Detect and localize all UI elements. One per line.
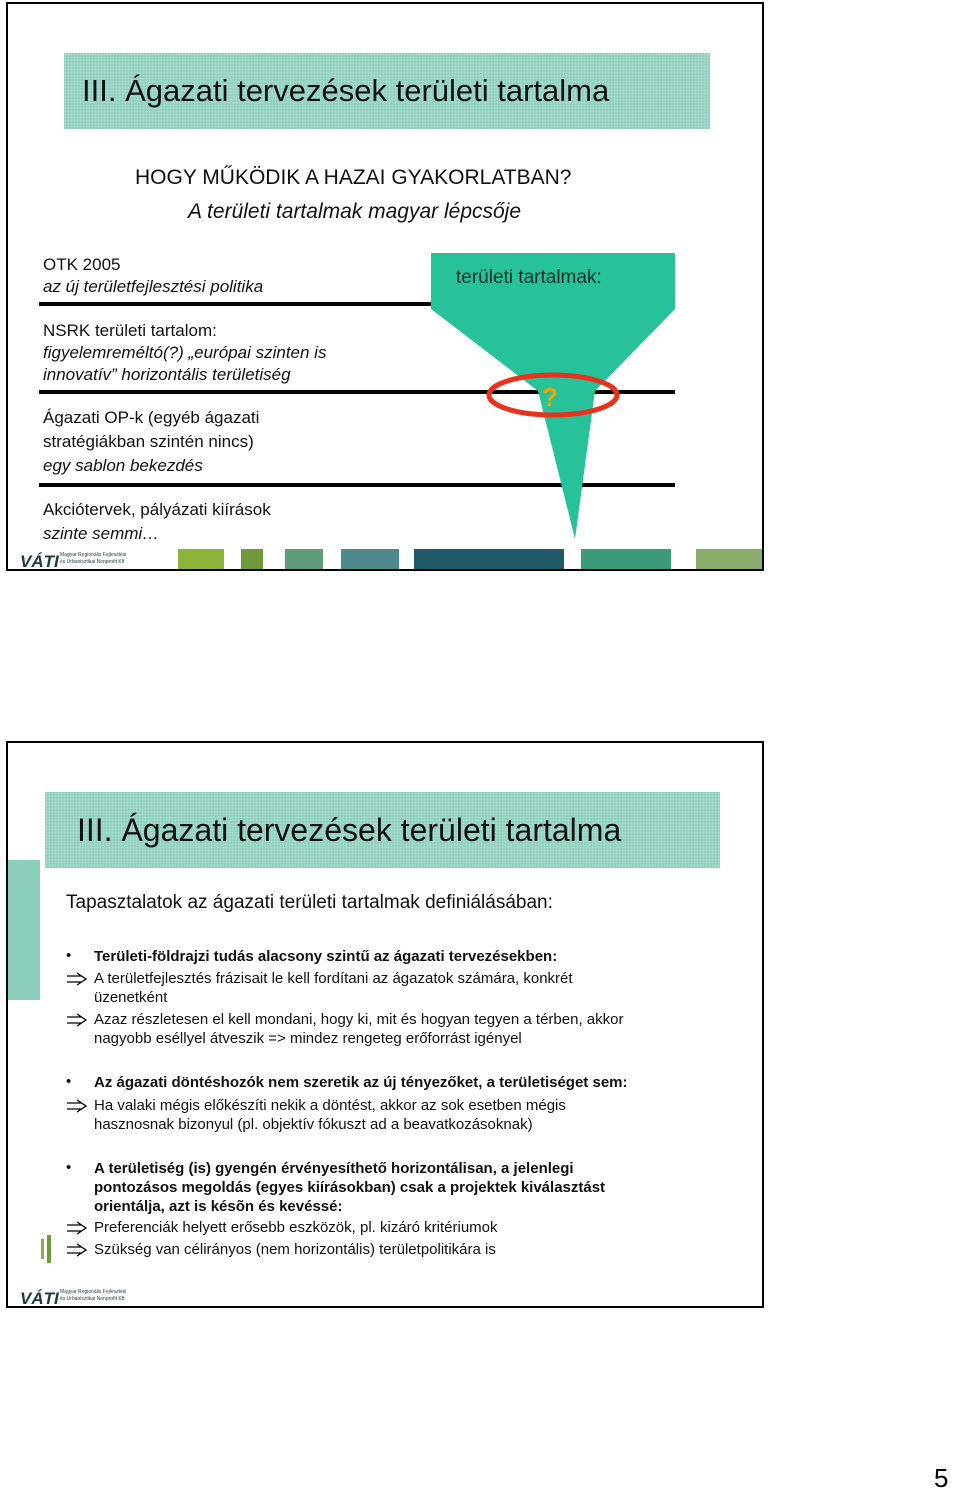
level-nsrk-line3: innovatív” horizontális területiség xyxy=(43,365,291,384)
level-nsrk-line2: figyelemreméltó(?) „európai szinten is xyxy=(43,343,327,362)
slide-1-title: III. Ágazati tervezések területi tartalma xyxy=(82,73,610,108)
implies-arrow-icon xyxy=(66,1243,88,1257)
level-op-line1: Ágazati OP-k (egyéb ágazati xyxy=(43,408,260,427)
level-op-line2: stratégiákban szintén nincs) xyxy=(43,432,254,451)
funnel-label: területi tartalmak: xyxy=(456,267,602,288)
slide-2 xyxy=(6,741,764,1308)
implies-arrow-icon xyxy=(66,972,88,986)
footer-block xyxy=(696,549,764,571)
level-nsrk-line1: NSRK területi tartalom: xyxy=(43,321,217,340)
slide-1-footer xyxy=(8,549,762,571)
slide-1-title-box xyxy=(64,53,710,129)
arrow-1-2-line2: nagyobb eséllyel átveszik => mindez rengeteg erőforrást igényel xyxy=(94,1030,522,1047)
page-number: 5 xyxy=(934,1463,949,1493)
org-line-2: és Urbanisztikai Nonprofit Kft xyxy=(60,1296,125,1302)
implies-arrow-icon xyxy=(66,1099,88,1113)
slide-1 xyxy=(6,2,764,571)
bullet-1: Területi-földrajzi tudás alacsony szintű az ágazati tervezésekben: xyxy=(94,948,558,965)
side-accent-bar xyxy=(8,860,40,1000)
implies-arrow-icon xyxy=(66,1013,88,1027)
footer-block xyxy=(414,549,564,571)
slide-1-heading: HOGY MŰKÖDIK A HAZAI GYAKORLATBAN? xyxy=(135,166,572,189)
vati-logo: VÁTI xyxy=(20,552,59,571)
decor-bar xyxy=(41,1239,44,1259)
bullet-3-line2: pontozásos megoldás (egyes kiírásokban) csak a projektek kiválasztást xyxy=(94,1179,606,1196)
slide-2-title: III. Ágazati tervezések területi tartalma xyxy=(77,811,622,848)
arrow-1-2-line1: Azaz részletesen el kell mondani, hogy ki, mit és hogyan tegyen a térben, akkor xyxy=(94,1011,624,1028)
vati-org-name xyxy=(60,1289,140,1303)
decor-bar xyxy=(47,1235,51,1263)
org-line-1: Magyar Regionális Fejlesztési xyxy=(60,552,127,558)
arrow-2-1-line2: hasznosnak bizonyul (pl. objektív fókuszt ad a beavatkozásoknak) xyxy=(94,1116,533,1133)
footer-block xyxy=(341,549,399,571)
slide-2-heading: Tapasztalatok az ágazati területi tartalmak definiálásában: xyxy=(66,892,553,913)
arrow-3-2: Szükség van célirányos (nem horizontális) területpolitikára is xyxy=(94,1241,496,1258)
footer-block xyxy=(241,549,263,571)
level-otk-line1: OTK 2005 xyxy=(43,255,121,274)
footer-block xyxy=(178,549,224,571)
vati-org-name xyxy=(60,552,140,566)
level-otk-line2: az új területfejlesztési politika xyxy=(43,277,264,296)
org-line-1: Magyar Regionális Fejlesztési xyxy=(60,1289,127,1295)
footer-block xyxy=(581,549,671,571)
arrow-1-1-line2: üzenetként xyxy=(94,989,168,1006)
vati-logo: VÁTI xyxy=(20,1289,59,1308)
level-op-line3: egy sablon bekezdés xyxy=(43,456,203,475)
arrow-1-1-line1: A területfejlesztés frázisait le kell fordítani az ágazatok számára, konkrét xyxy=(94,970,573,987)
bullet-3-line3: orientálja, azt is késõn és kevéssé: xyxy=(94,1198,343,1215)
level-action-line1: Akciótervek, pályázati kiírások xyxy=(43,500,271,519)
question-mark: ? xyxy=(542,382,558,412)
level-action-line2: szinte semmi… xyxy=(43,524,160,543)
bullet-3-line1: A területiség (is) gyengén érvényesíthető horizontálisan, a jelenlegi xyxy=(94,1160,574,1177)
bullet-2: Az ágazati döntéshozók nem szeretik az új tényezőket, a területiséget sem: xyxy=(94,1074,628,1091)
bullet-dot: • xyxy=(66,1073,72,1090)
org-line-2: és Urbanisztikai Nonprofit Kft xyxy=(60,559,125,565)
slide-2-footer xyxy=(8,1286,762,1308)
arrow-2-1-line1: Ha valaki mégis előkészíti nekik a döntést, akkor az sok esetben mégis xyxy=(94,1097,566,1114)
slide-2-title-box xyxy=(45,792,720,868)
implies-arrow-icon xyxy=(66,1221,88,1235)
arrow-3-1: Preferenciák helyett erősebb eszközök, pl. kizáró kritériumok xyxy=(94,1219,498,1236)
footer-block xyxy=(285,549,323,571)
bullet-dot: • xyxy=(66,947,72,964)
bullet-dot: • xyxy=(66,1159,72,1176)
slide-1-subheading: A területi tartalmak magyar lépcsője xyxy=(188,200,522,223)
